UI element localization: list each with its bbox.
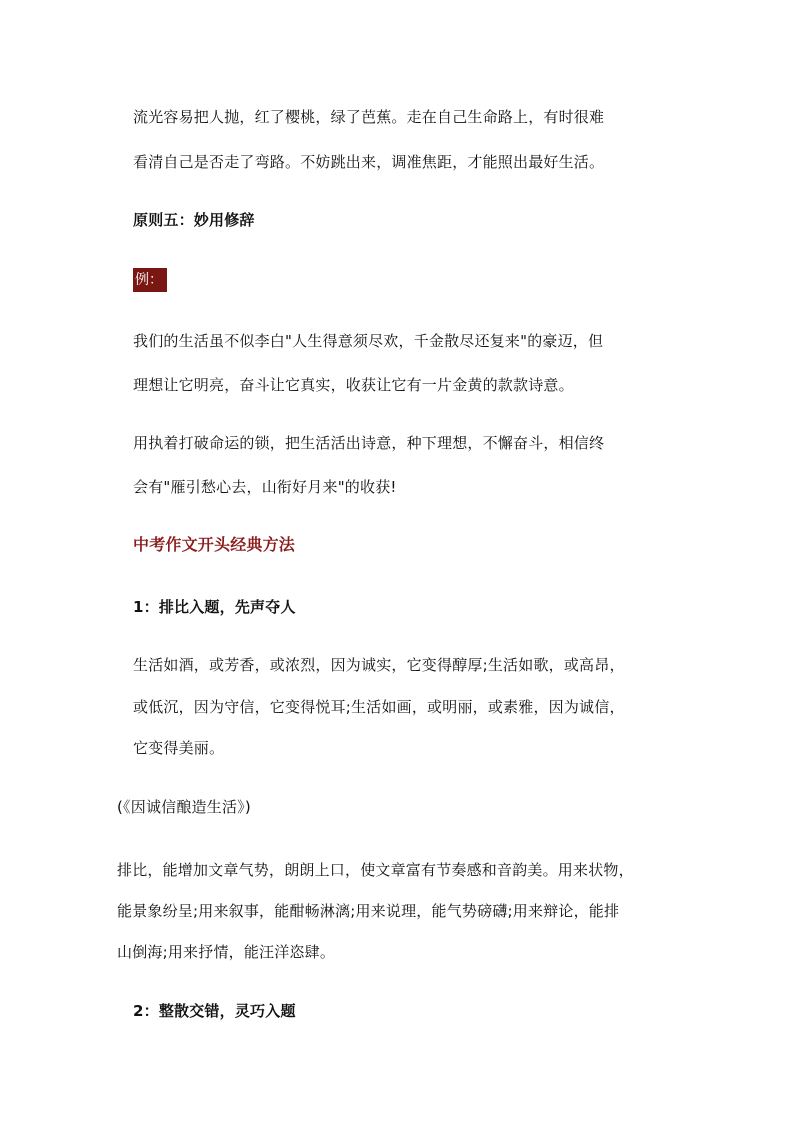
- method2-heading: 2：整散交错，灵巧入题: [133, 1002, 296, 1020]
- method1-line-2: 或低沉，因为守信，它变得悦耳;生活如画，或明丽，或素雅，因为诚信，: [133, 698, 625, 716]
- principle-heading: 原则五：妙用修辞: [133, 211, 255, 229]
- example-para1-line2: 理想让它明亮，奋斗让它真实，收获让它有一片金黄的款款诗意。: [133, 376, 574, 394]
- method1-note-line-3: 山倒海;用来抒情，能汪洋恣肆。: [117, 943, 336, 961]
- method1-note-line-2: 能景象纷呈;用来叙事，能酣畅淋漓;用来说理，能气势磅礴;用来辩论，能排: [117, 902, 620, 920]
- method1-heading: 1：排比入题，先声夺人: [133, 598, 296, 616]
- section-title: 中考作文开头经典方法: [133, 535, 296, 554]
- example-para2-line2: 会有"雁引愁心去，山衔好月来"的收获!: [133, 478, 397, 496]
- method1-note-line-1: 排比，能增加文章气势，朗朗上口，使文章富有节奏感和音韵美。用来状物，: [117, 861, 634, 879]
- example-para2-line1: 用执着打破命运的锁，把生活活出诗意，种下理想，不懈奋斗，相信终: [133, 434, 605, 452]
- method1-line-3: 它变得美丽。: [133, 739, 225, 757]
- method1-line-1: 生活如酒，或芳香，或浓烈，因为诚实，它变得醇厚;生活如歌，或高昂，: [133, 656, 625, 674]
- example-label: 例：: [133, 268, 167, 292]
- intro-line-1: 流光容易把人抛，红了樱桃，绿了芭蕉。走在自己生命路上，有时很难: [133, 108, 605, 126]
- method1-source: (《因诚信酿造生活》): [117, 798, 251, 816]
- intro-line-2: 看清自己是否走了弯路。不妨跳出来，调准焦距，才能照出最好生活。: [133, 153, 605, 171]
- example-para1-line1: 我们的生活虽不似李白"人生得意须尽欢，千金散尽还复来"的豪迈，但: [133, 332, 604, 350]
